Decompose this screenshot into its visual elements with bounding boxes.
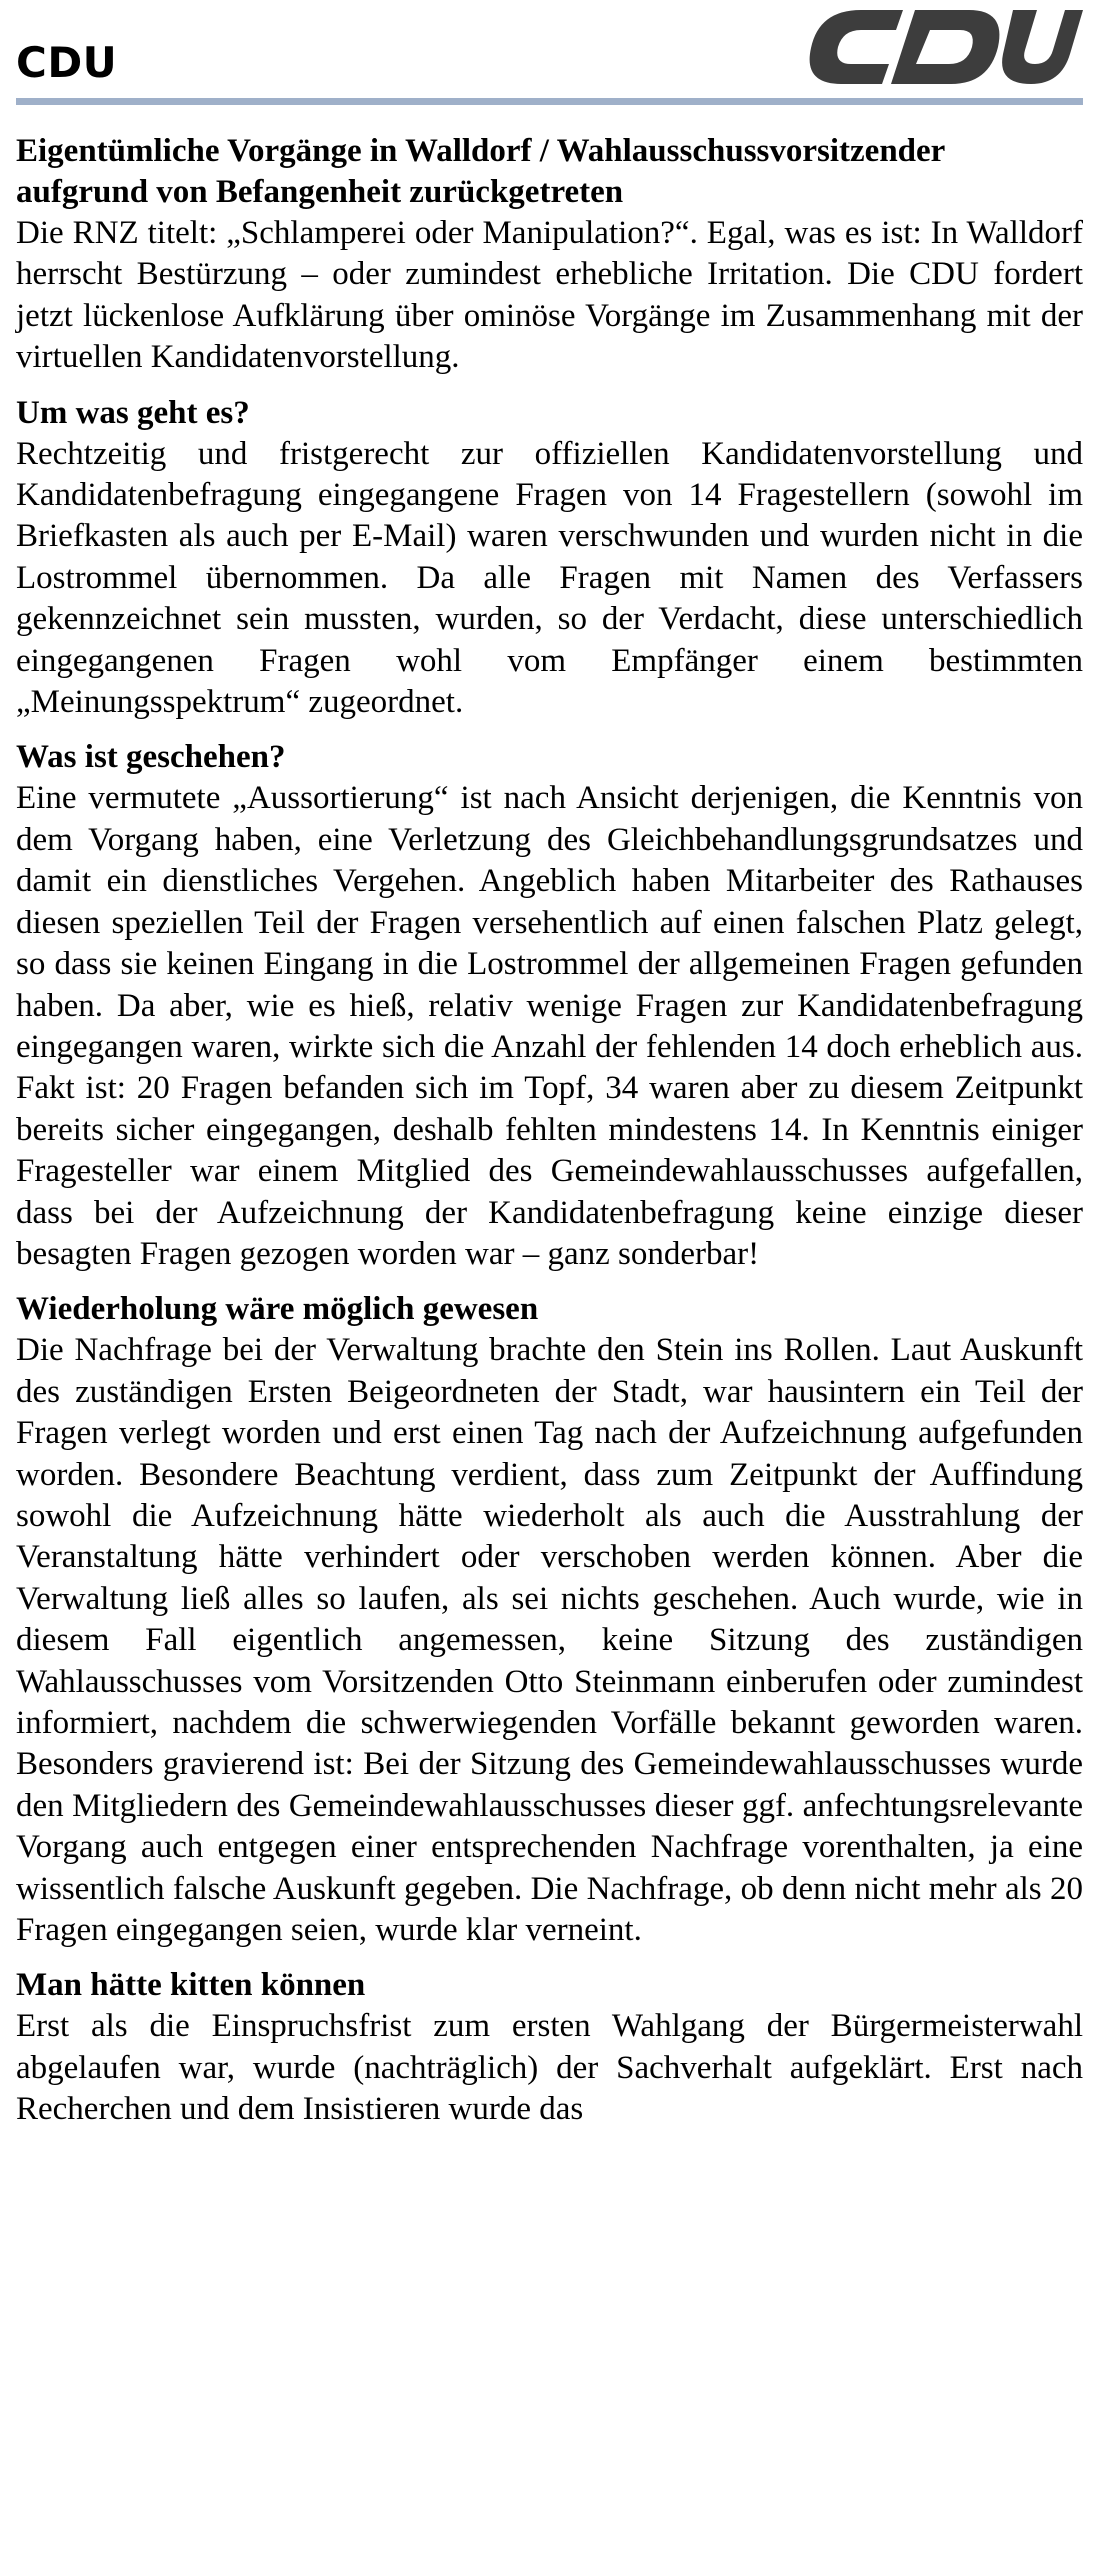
article-intro: Die RNZ titelt: „Schlamperei oder Manipulation?“. Egal, was es ist: In Walldorf herrscht Bestürzung – oder zumindest erhebliche Irritation. Die CDU fordert jetzt lückenlose Aufklärung über ominöse Vorgänge im Zusammenhang mit der virtuellen Kandidatenvorstellung. <box>16 215 1083 376</box>
section-label: CDU <box>16 38 118 87</box>
header-rule <box>16 98 1083 105</box>
section-text: Erst als die Einspruchsfrist zum ersten Wahlgang der Bürgermeisterwahl abgelaufen war, wurde (nachträglich) der Sachverhalt aufgeklärt. Erst nach Recherchen und dem Insistieren wurde das <box>16 2008 1083 2128</box>
section-text: Die Nachfrage bei der Verwaltung brachte den Stein ins Rollen. Laut Auskunft des zuständigen Ersten Beigeordneten der Stadt, war hausintern ein Teil der Fragen verlegt worden und erst einen Tag nach der Aufzeichnung aufgefunden worden. Besondere Beachtung verdient, dass zum Zeitpunkt der Auffindung sowohl die Aufzeichnung hätte wiederholt als auch die Ausstrahlung der Veranstaltung hätte verhindert oder verschoben werden können. Aber die Verwaltung ließ alles so laufen, als sei nichts geschehen. Auch wurde, wie in diesem Fall eigentlich angemessen, keine Sitzung des zuständigen Wahlausschusses vom Vorsitzenden Otto Steinmann einberufen oder zumindest informiert, nachdem die schwerwiegenden Vorfälle bekannt geworden waren. Besonders gravierend ist: Bei der Sitzung des Gemeindewahlausschusses wurde den Mitgliedern des Gemeindewahlausschusses dieser ggf. anfechtungsrelevante Vorgang auch entgegen einer entsprechenden Nachfrage vorenthalten, ja eine wissentlich falsche Auskunft gegeben. Die Nachfrage, ob denn nicht mehr als 20 Fragen eingegangen seien, wurde klar verneint. <box>16 1332 1083 1949</box>
section-text: Rechtzeitig und fristgerecht zur offiziellen Kandidatenvorstellung und Kandidatenbefragung eingegangene Fragen von 14 Fragestellern (sowohl im Briefkasten als auch per E-Mail) waren verschwunden und wurden nicht in die Lostrommel übernommen. Da alle Fragen mit Namen des Verfassers gekennzeichnet sein mussten, wurden, so der Verdacht, diese unterschiedlich eingegangenen Fragen wohl vom Empfänger einem bestimmten „Meinungsspektrum“ zugeordnet. <box>16 435 1083 721</box>
logo-letter-d <box>891 10 999 84</box>
section-heading: Um was geht es? <box>16 394 250 431</box>
article-page <box>16 0 1083 2550</box>
cdu-logo <box>791 4 1083 90</box>
section-heading: Wiederholung wäre möglich gewesen <box>16 1291 539 1328</box>
section-heading: Was ist geschehen? <box>16 739 286 776</box>
page-header <box>16 0 1083 100</box>
article-body <box>16 131 1083 2131</box>
section-heading: Man hätte kitten können <box>16 1967 366 2004</box>
logo-letter-c <box>810 10 903 84</box>
logo-letter-u <box>1002 10 1083 84</box>
section-text: Eine vermutete „Aussortierung“ ist nach Ansicht derjenigen, die Kenntnis von dem Vorgang haben, eine Verletzung des Gleichbehandlungsgrundsatzes und damit ein dienstliches Vergehen. Angeblich haben Mitarbeiter des Rathauses diesen speziellen Teil der Fragen versehentlich auf einen falschen Platz gelegt, so dass sie keinen Eingang in die Lostrommel der allgemeinen Fragen gefunden haben. Da aber, wie es hieß, relativ wenige Fragen zur Kandidatenbefragung eingegangen waren, wirkte sich die Anzahl der fehlenden 14 doch erheblich aus. Fakt ist: 20 Fragen befanden sich im Topf, 34 waren aber zu diesem Zeitpunkt bereits sicher eingegangen, deshalb fehlten mindestens 14. In Kenntnis einiger Fragesteller war einem Mitglied des Gemeindewahlausschusses aufgefallen, dass bei der Aufzeichnung der Kandidatenbefragung keine einzige dieser besagten Fragen gezogen worden war – ganz sonderbar! <box>16 780 1083 1272</box>
article-headline: Eigentümliche Vorgänge in Walldorf / Wahlausschussvorsitzender aufgrund von Befangenheit zurückgetreten <box>16 133 945 210</box>
